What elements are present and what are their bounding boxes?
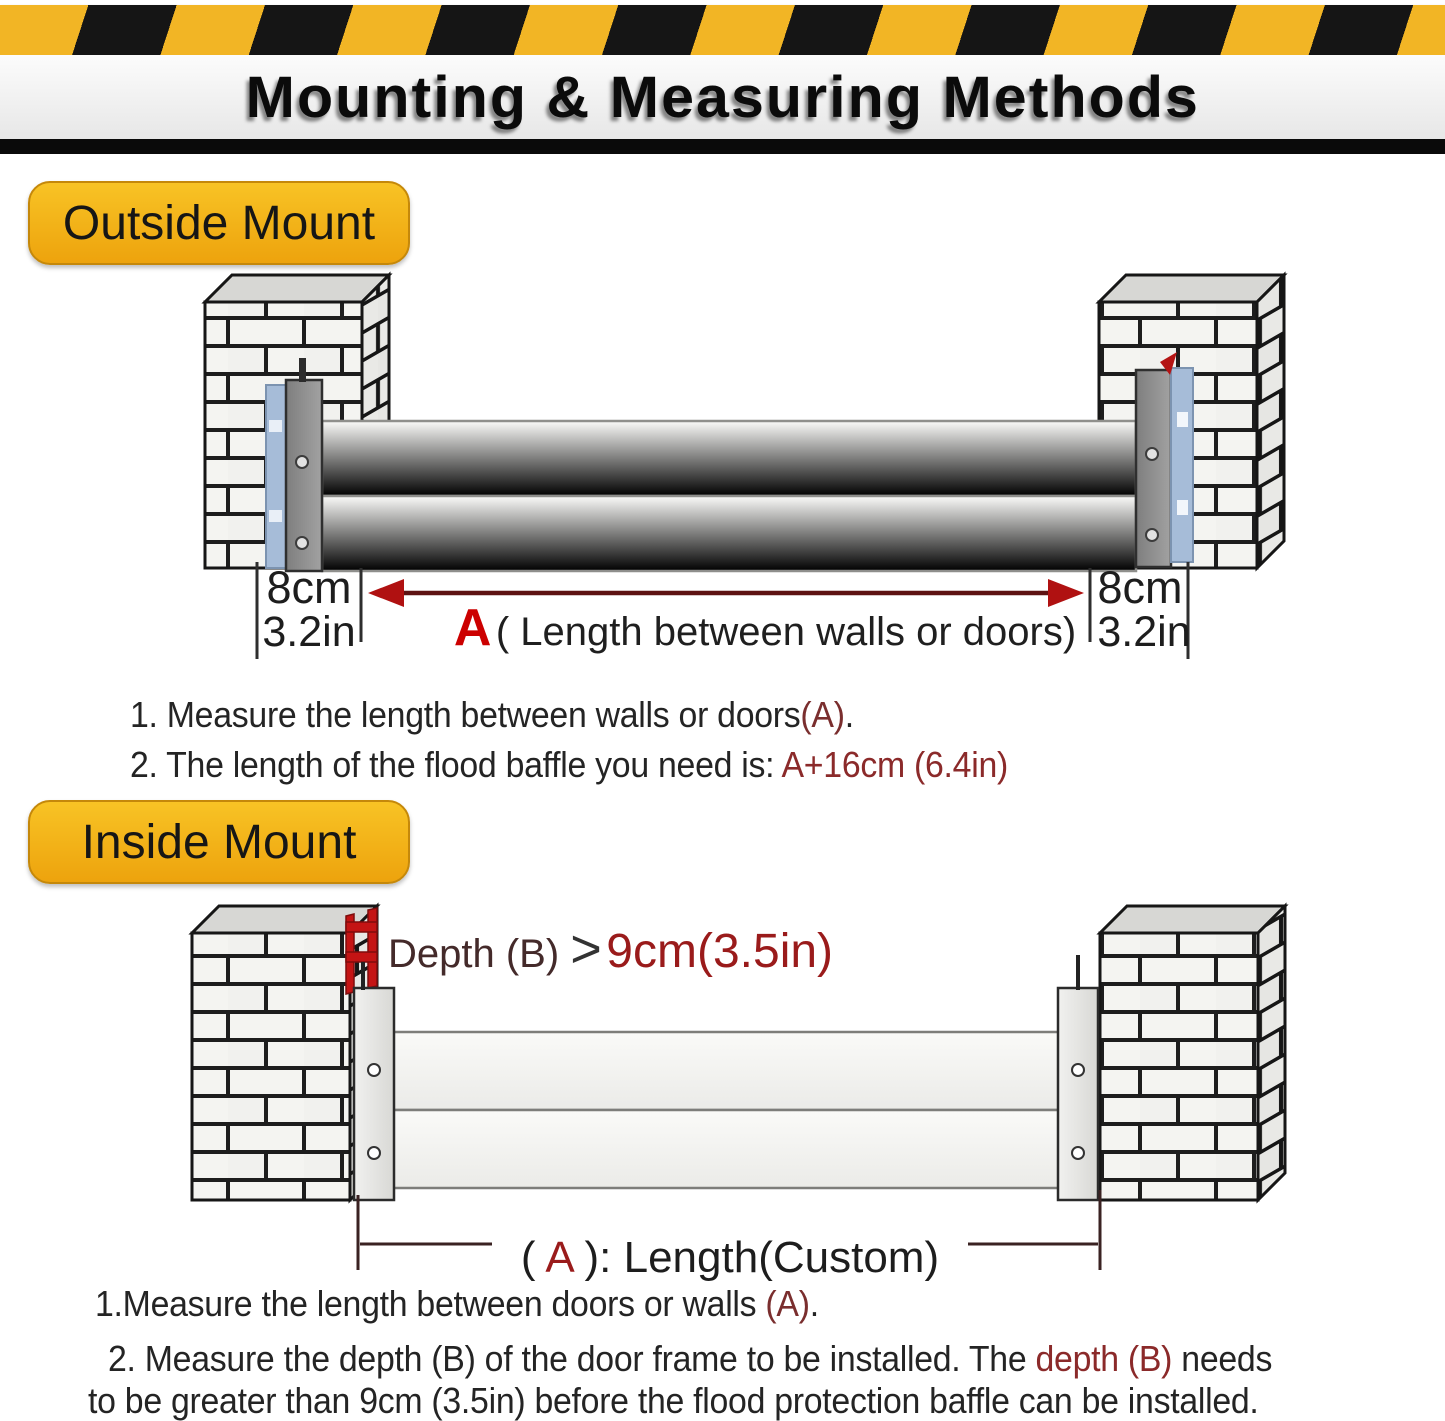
depth-label <box>388 919 833 979</box>
page-title: Mounting & Measuring Methods <box>245 64 1200 130</box>
gap-right-cm-label: 8cm <box>1097 562 1183 613</box>
outside-step-2-text: 2. The length of the flood baffle you need is: <box>130 744 782 785</box>
dim-close-text: ): Length(Custom) <box>584 1233 940 1282</box>
channel-top-pin <box>1076 955 1080 990</box>
inside-mount-diagram <box>0 900 1445 1295</box>
dim-open-paren: ( <box>520 1233 536 1282</box>
gap-left-cm-label: 8cm <box>266 562 352 613</box>
caution-stripe-banner <box>0 5 1445 55</box>
right-mounting-channel <box>1058 955 1098 1200</box>
inside-step-2-text: 2. Measure the depth (B) of the door frame to be installed. The <box>108 1338 1036 1379</box>
depth-label-text: Depth (B) <box>388 932 571 976</box>
outside-step-2-value: A+16cm (6.4in) <box>781 744 1008 785</box>
barrier-panel-bottom <box>322 496 1136 571</box>
right-mounting-channel <box>1136 370 1171 567</box>
span-letter-a: A <box>453 599 492 657</box>
depth-value: 9cm(3.5in) <box>606 925 834 978</box>
outside-step-1-text: 1. Measure the length between walls or doors <box>130 694 801 735</box>
span-label <box>454 599 1076 657</box>
greater-than-sign: > <box>570 919 602 979</box>
outside-mount-diagram <box>0 262 1445 672</box>
barrier-panel-top <box>322 421 1136 496</box>
outside-step-1 <box>130 694 854 736</box>
inside-mount-label: Inside Mount <box>28 800 410 884</box>
flood-barrier-panels <box>322 421 1136 571</box>
gap-left-inch-label: 3.2in <box>262 608 356 656</box>
gap-right-inch-label: 3.2in <box>1097 608 1191 656</box>
channel-top-pin <box>361 962 365 990</box>
inside-step-2-line-2 <box>88 1380 1259 1421</box>
inside-step-1 <box>95 1283 819 1325</box>
inside-step-2-line-1 <box>108 1338 1272 1380</box>
left-mounting-channel <box>354 962 394 1200</box>
left-seal-strip <box>266 385 286 568</box>
outside-mount-label: Outside Mount <box>28 181 410 265</box>
outside-step-1-a: (A) <box>800 694 845 735</box>
right-brick-pillar <box>1100 906 1285 1200</box>
inside-step-2-line2-text: to be greater than 9cm (3.5in) before the flood protection baffle can be installed. <box>88 1380 1259 1421</box>
inside-step-1-a: (A) <box>765 1283 810 1324</box>
divider-bar <box>0 139 1445 154</box>
outside-step-1-period: . <box>844 694 854 735</box>
barrier-panel-bottom <box>390 1110 1062 1188</box>
inside-step-1-period: . <box>809 1283 819 1324</box>
inside-step-2-tail: needs <box>1172 1338 1273 1379</box>
flood-barrier-panels <box>390 1032 1062 1188</box>
channel-top-pin <box>299 358 306 382</box>
inside-step-2-depth-b: depth (B) <box>1035 1338 1173 1379</box>
title-band <box>0 55 1445 139</box>
dim-letter-a: A <box>545 1233 573 1282</box>
length-dimension-label <box>521 1233 939 1282</box>
outside-step-2 <box>130 744 1008 786</box>
span-label-text: ( Length between walls or doors) <box>495 610 1077 654</box>
left-mounting-channel <box>286 358 322 571</box>
right-seal-strip <box>1171 368 1193 562</box>
barrier-panel-top <box>390 1032 1062 1110</box>
inside-step-1-text: 1.Measure the length between doors or walls <box>95 1283 766 1324</box>
